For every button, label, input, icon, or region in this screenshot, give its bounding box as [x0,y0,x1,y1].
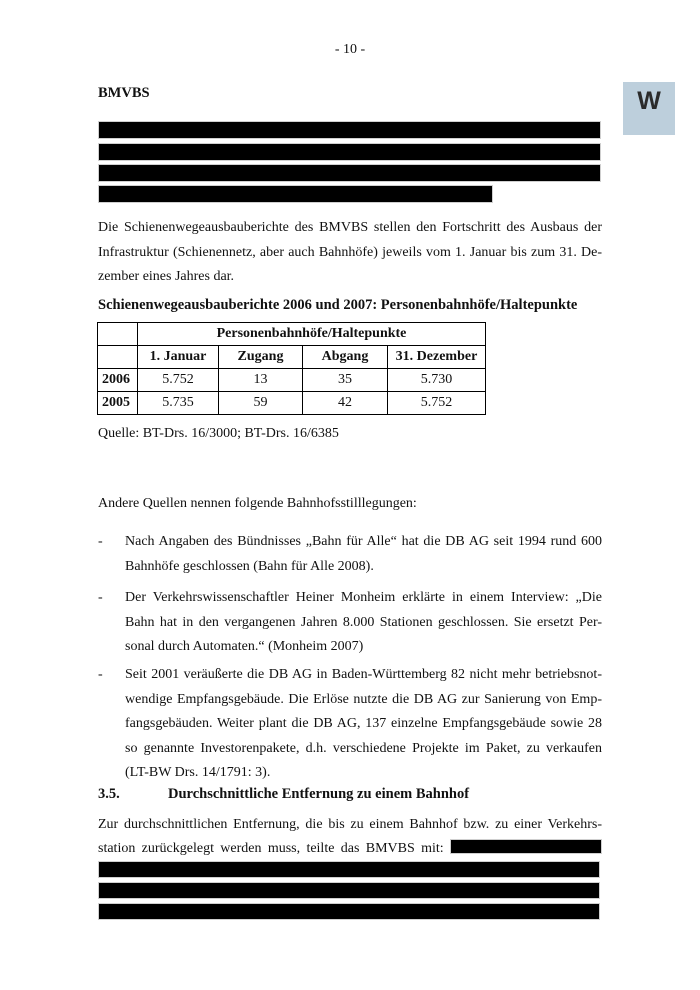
closing-paragraph [98,813,602,860]
paragraph-line: Die Schienenwegeausbauberichte des BMVBS stellen den Fortschritt des Ausbaus der [98,220,602,235]
table-cell-value: 35 [303,369,388,392]
paragraph-line: fangsgebäuden. Weiter plant die DB AG, 137 einzelne Empfangsgebäude sowie 28 [125,716,602,731]
stations-table [97,322,486,415]
paragraph-line: Nach Angaben des Bündnisses „Bahn für Alle“ hat die DB AG seit 1994 rund 600 [125,534,602,549]
paragraph-line: Infrastruktur (Schienennetz, aber auch Bahnhöfe) jeweils vom 1. Januar bis zum 31. De- [98,244,602,260]
paragraph-line: Bahn hat in den vergangenen Jahren 8.000 Stationen geschlossen. Sie ersetzt Per- [125,614,602,630]
redaction-bar [98,143,601,161]
paragraph-line: (LT-BW Drs. 14/1791: 3). [125,765,271,780]
bullet-dash: - [98,590,103,605]
bullet-text [125,663,602,786]
paragraph-line-with-redaction [98,837,602,861]
table-cell-value: 13 [219,369,303,392]
redaction-bar [98,185,493,203]
table-empty-cell [98,346,138,369]
table-group-header: Personenbahnhöfe/Haltepunkte [138,323,486,346]
bullet-item [98,530,602,579]
paragraph-line: Seit 2001 veräußerte die DB AG in Baden-Württemberg 82 nicht mehr betriebsnot- [125,667,602,682]
section-heading [98,786,469,803]
redaction-bar-inline [450,839,602,854]
bullet-item [98,663,602,786]
bullet-text [125,530,602,579]
paragraph-line: station zurückgelegt werden muss, teilte das BMVBS mit: [98,840,444,856]
table-caption: Schienenwegeausbauberichte 2006 und 2007: Personenbahnhöfe/Haltepunkte [98,297,578,313]
paragraph-line: sonal durch Automaten.“ (Monheim 2007) [125,639,364,654]
table-row [98,369,486,392]
column-header: Zugang [219,346,303,369]
column-header: Abgang [303,346,388,369]
paragraph-line: Bahnhöfe geschlossen (Bahn für Alle 2008). [125,558,374,574]
table-row [98,392,486,415]
redaction-bar [98,903,600,920]
table-column-header-row [98,346,486,369]
table-cell-year: 2005 [98,392,138,415]
paragraph-line: Zur durchschnittlichen Entfernung, die bis zu einem Bahnhof bzw. zu einer Verkehrs- [98,817,602,832]
table-cell-value: 5.752 [138,369,219,392]
table-cell-value: 5.730 [388,369,486,392]
bullet-dash: - [98,534,103,549]
table-cell-value: 5.735 [138,392,219,415]
redaction-bar [98,121,601,139]
bullet-dash: - [98,667,103,682]
paragraph-line: so genannte Investorenpakete, d.h. verschiedene Projekte im Paket, zu verkaufen [125,740,602,756]
logo-letter-w: W [637,87,661,115]
table-group-header-row [98,323,486,346]
other-sources-intro: Andere Quellen nennen folgende Bahnhofsstilllegungen: [98,496,417,511]
section-number: 3.5. [98,786,120,802]
watermark-logo [623,82,675,135]
section-title: Durchschnittliche Entfernung zu einem Bahnhof [168,786,470,802]
bullet-item [98,586,602,660]
paragraph-line: Der Verkehrswissenschaftler Heiner Monheim erklärte in einem Interview: „Die [125,590,602,605]
paragraph-line: wendige Empfangsgebäude. Die Erlöse nutzte die DB AG zur Sanierung von Emp- [125,691,602,707]
table-empty-cell [98,323,138,346]
source-line: Quelle: BT-Drs. 16/3000; BT-Drs. 16/6385 [98,426,339,441]
intro-paragraph [98,216,602,290]
paragraph-line: zember eines Jahres dar. [98,269,235,284]
redaction-bar [98,861,600,878]
table-cell-value: 59 [219,392,303,415]
column-header: 1. Januar [138,346,219,369]
table-cell-year: 2006 [98,369,138,392]
column-header: 31. Dezember [388,346,486,369]
table-cell-value: 5.752 [388,392,486,415]
org-heading: BMVBS [98,85,150,101]
bullet-text [125,586,602,660]
redaction-bar [98,882,600,899]
table-cell-value: 42 [303,392,388,415]
page-number: - 10 - [334,42,366,57]
redaction-bar [98,164,601,182]
